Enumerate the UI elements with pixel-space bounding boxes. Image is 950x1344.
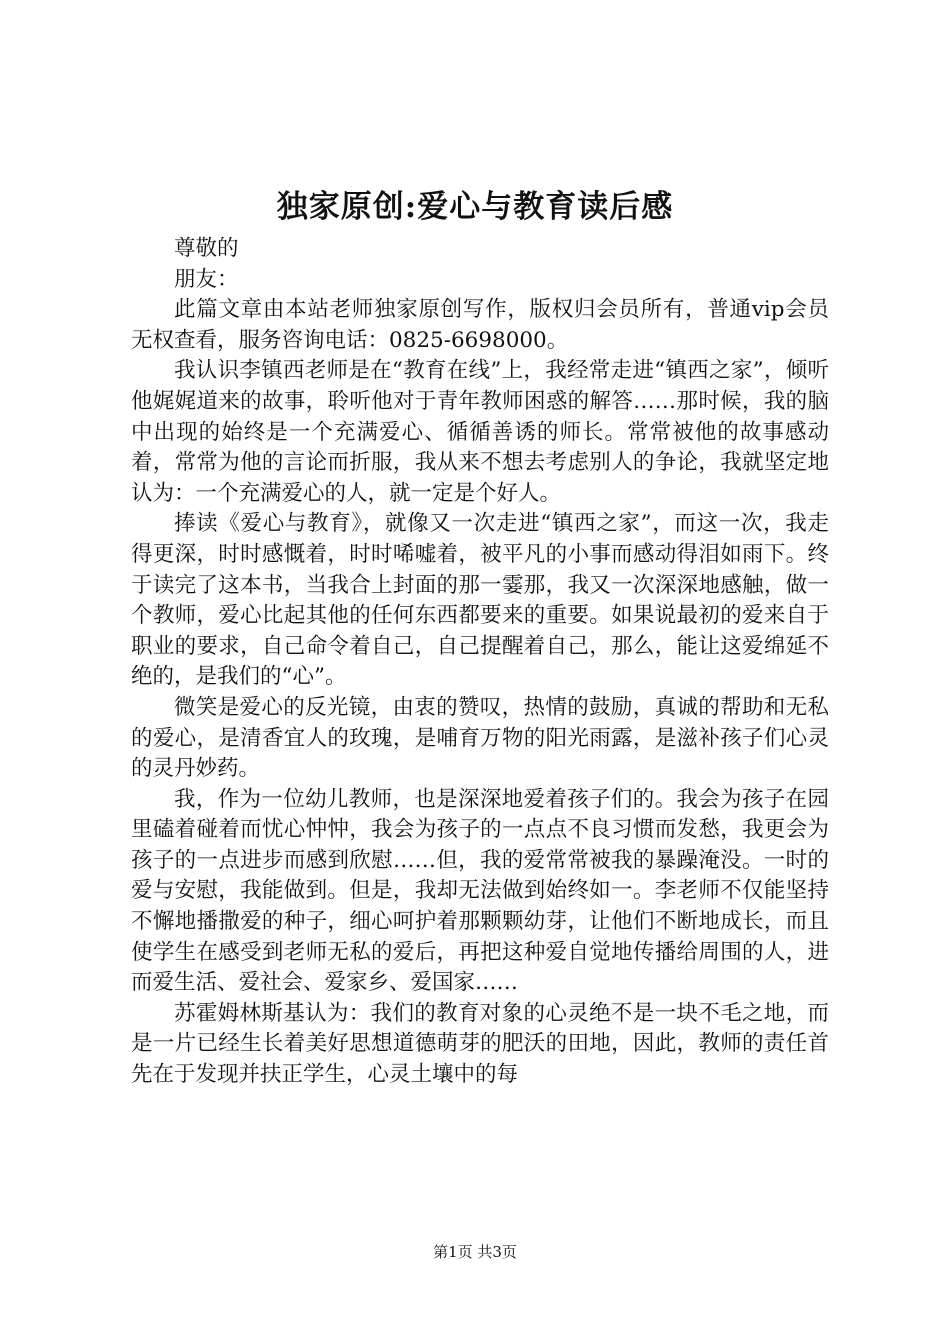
salutation-line-1: 尊敬的 [174, 236, 239, 261]
body-paragraph-1: 此篇文章由本站老师独家原创写作，版权归会员所有，普通vip会员无权查看，服务咨询电话：0825-6698000。 [131, 297, 829, 353]
page-footer: 第1页 共3页 [433, 1243, 517, 1261]
body-paragraph-4: 微笑是爱心的反光镜，由衷的赞叹，热情的鼓励，真诚的帮助和无私的爱心，是清香宜人的玫瑰，是哺育万物的阳光雨露，是滋补孩子们心灵的灵丹妙药。 [131, 694, 829, 782]
document-body [131, 234, 829, 1091]
body-paragraph-5: 我，作为一位幼儿教师，也是深深地爱着孩子们的。我会为孩子在园里磕着碰着而忧心忡忡，我会为孩子的一点点不良习惯而发愁，我更会为孩子的一点进步而感到欣慰……但，我的爱常常被我的暴躁淹没。一时的爱与安慰，我能做到。但是，我却无法做到始终如一。李老师不仅能坚持不懈地播撒爱的种子，细心呵护着那颗颗幼芽，让他们不断地成长，而且使学生在感受到老师无私的爱后，再把这种爱自觉地传播给周围的人，进而爱生活、爱社会、爱家乡、爱国家…… [131, 786, 829, 996]
body-paragraph-2: 我认识李镇西老师是在“教育在线”上，我经常走进“镇西之家”，倾听他娓娓道来的故事，聆听他对于青年教师困惑的解答……那时候，我的脑中出现的始终是一个充满爱心、循循善诱的师长。常常被他的故事感动着，常常为他的言论而折服，我从来不想去考虑别人的争论，我就坚定地认为：一个充满爱心的人，就一定是个好人。 [131, 358, 829, 506]
salutation-line-2: 朋友： [174, 266, 239, 292]
body-paragraph-3: 捧读《爱心与教育》，就像又一次走进“镇西之家”，而这一次，我走得更深，时时感慨着，时时唏嘘着，被平凡的小事而感动得泪如雨下。终于读完了这本书，当我合上封面的那一霎那，我又一次深深地感触，做一个教师，爱心比起其他的任何东西都要来的重要。如果说最初的爱来自于职业的要求，自己命令着自己，自己提醒着自己，那么，能让这爱绵延不绝的，是我们的“心”。 [131, 511, 829, 690]
document-title: 独家原创:爱心与教育读后感 [276, 189, 674, 225]
body-paragraph-6: 苏霍姆林斯基认为：我们的教育对象的心灵绝不是一块不毛之地，而是一片已经生长着美好思想道德萌芽的肥沃的田地，因此，教师的责任首先在于发现并扶正学生，心灵土壤中的每 [131, 1000, 829, 1088]
